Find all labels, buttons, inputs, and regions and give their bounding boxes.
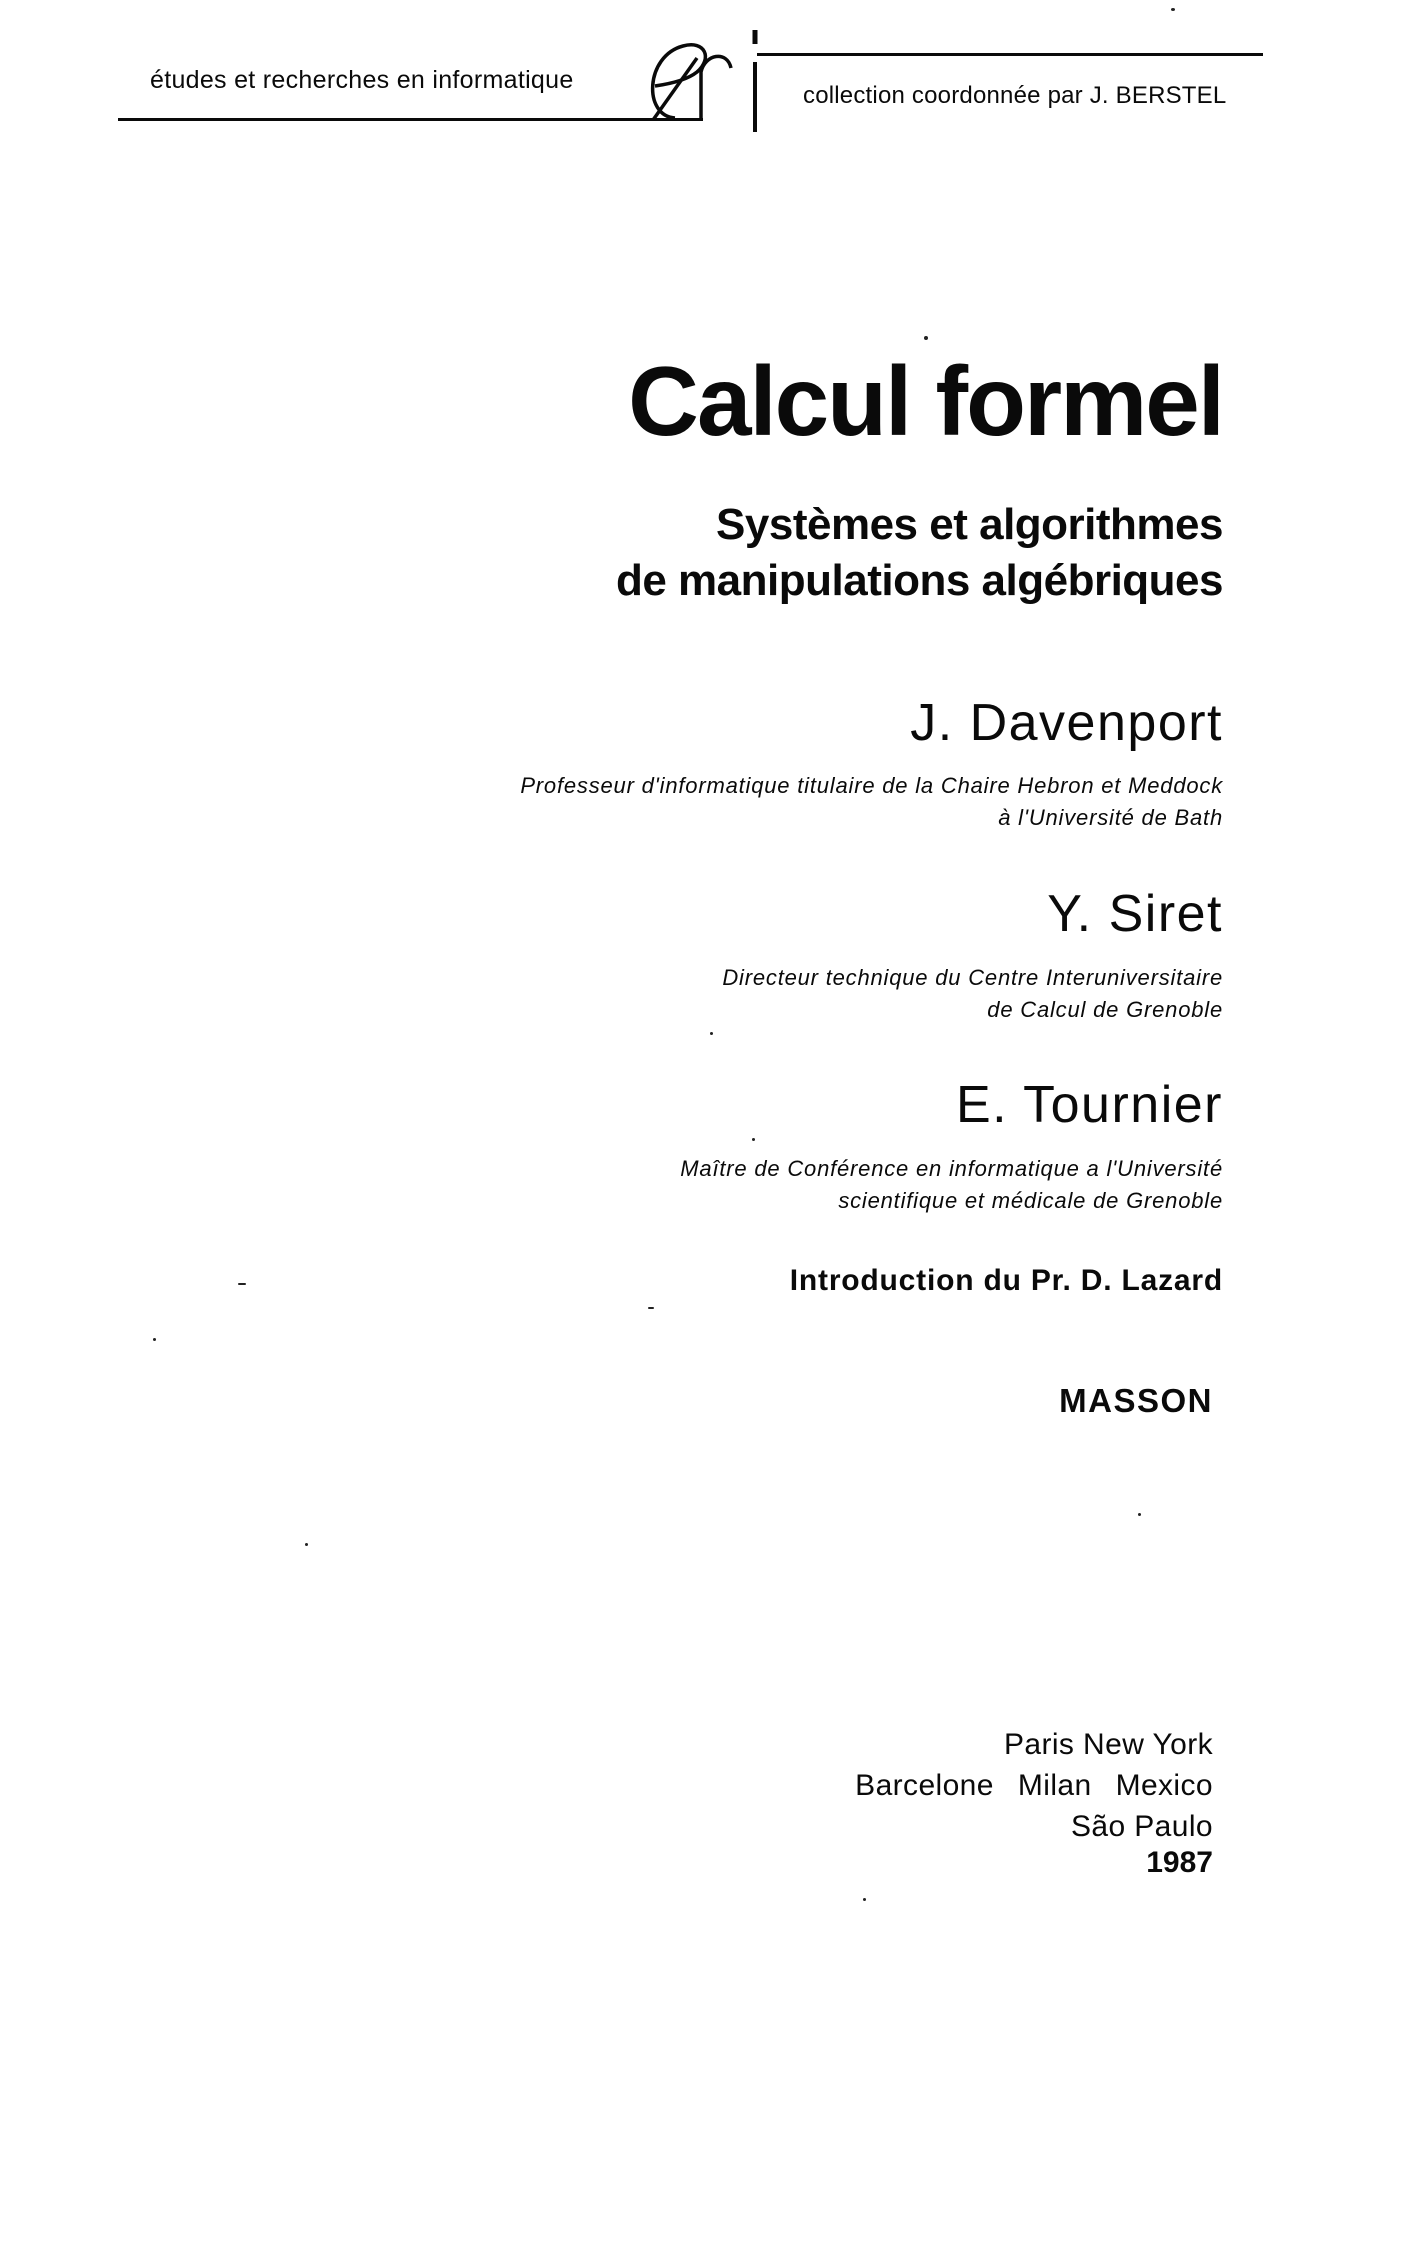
book-title: Calcul formel: [628, 346, 1223, 456]
author-affiliation-siret: [722, 962, 1223, 1026]
scan-speck: [1171, 8, 1175, 11]
affiliation-line: Directeur technique du Centre Interuniversitaire: [722, 965, 1223, 990]
affiliation-line: à l'Université de Bath: [998, 805, 1223, 830]
scan-speck: [752, 1138, 755, 1141]
scan-speck: [238, 1283, 246, 1285]
scan-speck: [153, 1338, 156, 1341]
publication-year: 1987: [1146, 1846, 1213, 1879]
scan-speck: [648, 1307, 654, 1309]
author-name-siret: Y. Siret: [1047, 885, 1223, 943]
subtitle-line: de manipulations algébriques: [615, 556, 1223, 605]
author-affiliation-tournier: [680, 1153, 1223, 1217]
subtitle-line: Systèmes et algorithmes: [716, 500, 1223, 549]
cities-line-2: [855, 1765, 1213, 1806]
scan-speck: [863, 1898, 866, 1901]
city: Milan: [1017, 1769, 1092, 1802]
author-name-davenport: J. Davenport: [910, 694, 1223, 752]
series-name: études et recherches en informatique: [150, 66, 574, 94]
cities-line-1: Paris New York: [1003, 1728, 1213, 1761]
scan-speck: [305, 1543, 308, 1546]
affiliation-line: scientifique et médicale de Grenoble: [838, 1188, 1223, 1213]
scan-speck: [1138, 1513, 1141, 1516]
publisher-name: MASSON: [1059, 1382, 1213, 1419]
city: Barcelone: [855, 1769, 994, 1802]
eri-logo: [635, 28, 767, 132]
header-rule-top: [757, 53, 1263, 56]
scan-speck: [924, 336, 928, 340]
scan-speck: [710, 1032, 713, 1035]
introduction-credit: Introduction du Pr. D. Lazard: [789, 1264, 1223, 1297]
collection-editor: collection coordonnée par J. BERSTEL: [803, 82, 1227, 109]
cities-line-3: São Paulo: [1070, 1810, 1213, 1843]
header-rule-bottom: [118, 118, 703, 121]
affiliation-line: Maître de Conférence en informatique a l'Université: [680, 1156, 1223, 1181]
book-subtitle: [616, 497, 1223, 609]
affiliation-line: de Calcul de Grenoble: [987, 997, 1223, 1022]
publisher-cities: [855, 1724, 1213, 1847]
city: Mexico: [1115, 1769, 1213, 1802]
author-name-tournier: E. Tournier: [955, 1076, 1223, 1134]
affiliation-line: Professeur d'informatique titulaire de la Chaire Hebron et Meddock: [520, 773, 1223, 798]
author-affiliation-davenport: [520, 770, 1223, 834]
